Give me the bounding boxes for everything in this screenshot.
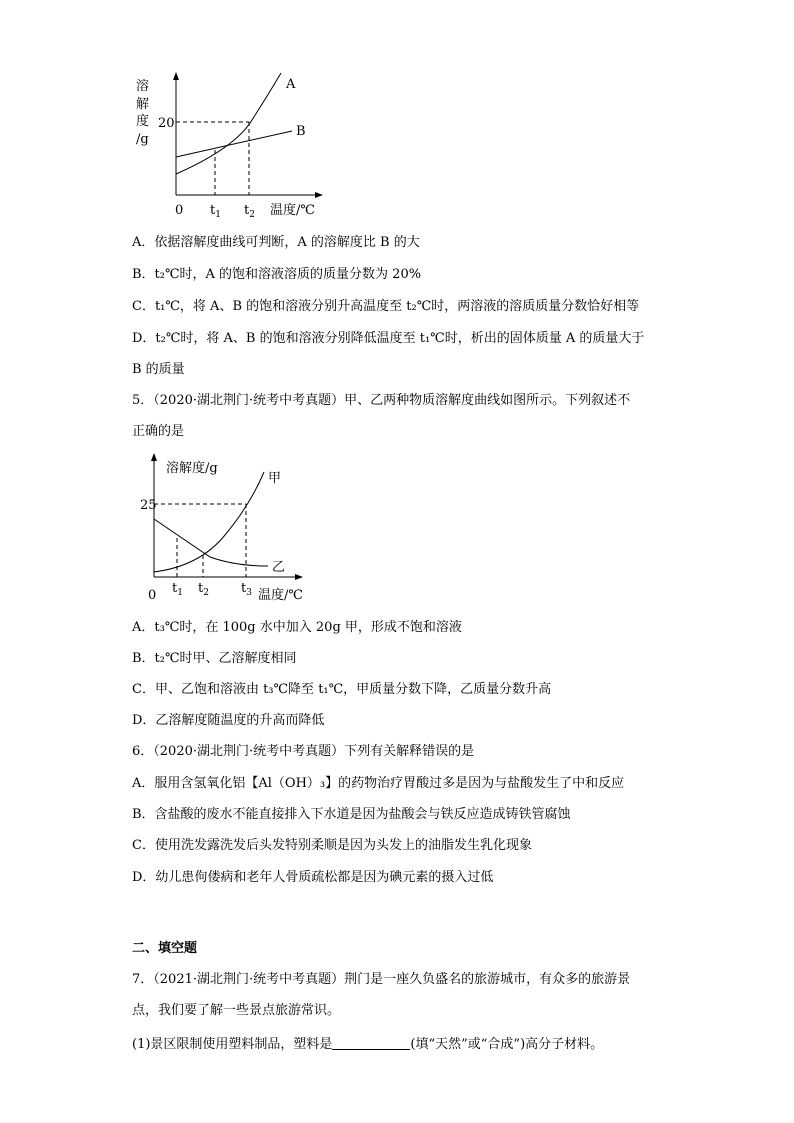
q5-option-b: B．t₂℃时甲、乙溶解度相同 [132, 651, 297, 666]
chart2-x-arrow [295, 574, 303, 580]
chart1-ylabel-char: 溶 [136, 79, 150, 94]
q7-stem-line1: 7．（2021·湖北荆门·统考中考真题）荆门是一座久负盛名的旅游城市，有众多的旅游景 [132, 972, 631, 987]
chart1-origin-label: 0 [175, 203, 184, 218]
chart1-y-value-label: 20 [158, 116, 175, 131]
chart1-series-label-a: A [286, 77, 296, 92]
chart2-y-arrow [151, 453, 157, 461]
chart1-curve-a [176, 73, 281, 174]
q6-option-b: B．含盐酸的废水不能直接排入下水道是因为盐酸会与铁反应造成铸铁管腐蚀 [132, 807, 571, 822]
chart1-ylabel-char: 解 [136, 97, 150, 112]
chart2-series-label-jia: 甲 [268, 471, 282, 486]
chart2-y-value-label: 25 [140, 498, 157, 513]
chart2-curve-yi [154, 519, 268, 566]
q6-option-a: A．服用含氢氧化铝【Al（OH）₃】的药物治疗胃酸过多是因为与盐酸发生了中和反应 [132, 776, 625, 791]
chart1-ylabel-char: /g [136, 132, 149, 147]
chart1-y-arrow [173, 72, 179, 80]
answer-blank[interactable] [332, 1035, 410, 1050]
chart2-xtick-t3: $t_3$ [241, 581, 252, 598]
section-title: 二、填空题 [132, 941, 198, 956]
q5-option-a: A．t₃℃时，在 100g 水中加入 20g 甲，形成不饱和溶液 [132, 620, 462, 635]
q4-option-d-line2: B 的质量 [132, 362, 185, 377]
q6-option-c: C．使用洗发露洗发后头发特别柔顺是因为头发上的油脂发生乳化现象 [132, 838, 532, 853]
q7-part1-prefix: (1)景区限制使用塑料制品，塑料是 [132, 1037, 333, 1052]
chart2-x-axis-label: 温度/℃ [258, 588, 303, 603]
q7-stem-line2: 点，我们要了解一些景点旅游常识。 [132, 1003, 341, 1018]
chart2-xtick-t1: $t_1$ [172, 581, 183, 598]
chart1-y-axis-label [136, 78, 149, 147]
q6-option-d: D．幼儿患佝偻病和老年人骨质疏松都是因为碘元素的摄入过低 [132, 870, 494, 885]
q4-option-a: A．依据溶解度曲线可判断，A 的溶解度比 B 的大 [132, 235, 420, 250]
chart2-curve-jia [154, 472, 264, 572]
q5-stem-line2: 正确的是 [132, 424, 185, 439]
q5-stem-line1: 5．（2020·湖北荆门·统考中考真题）甲、乙两种物质溶解度曲线如图所示。下列叙述不 [132, 393, 631, 408]
solubility-chart-1 [0, 0, 794, 230]
chart1-x-axis-label: 温度/℃ [270, 203, 315, 218]
q7-part1-suffix: (填“天然”或“合成”)高分子材料。 [410, 1037, 604, 1052]
chart1-xtick-t1: $t_1$ [210, 203, 221, 220]
q6-stem: 6．（2020·湖北荆门·统考中考真题）下列有关解释错误的是 [132, 744, 475, 759]
chart2-xtick-t2: $t_2$ [198, 581, 209, 598]
q4-option-b: B．t₂℃时，A 的饱和溶液溶质的质量分数为 20% [132, 267, 422, 282]
q7-part1 [132, 1035, 603, 1054]
q5-option-c: C．甲、乙饱和溶液由 t₃℃降至 t₁℃，甲质量分数下降，乙质量分数升高 [132, 682, 552, 697]
chart1-ylabel-char: 度 [136, 114, 150, 129]
q4-option-d-line1: D．t₂℃时，将 A、B 的饱和溶液分别降低温度至 t₁℃时，析出的固体质量 A 的质量大于 [132, 331, 645, 346]
chart1-series-label-b: B [296, 124, 306, 139]
chart2-y-axis-label: 溶解度/g [166, 461, 218, 476]
chart1-line-b [176, 131, 292, 157]
q5-option-d: D．乙溶解度随温度的升高而降低 [132, 713, 325, 728]
chart2-origin-label: 0 [148, 588, 157, 603]
chart2-series-label-yi: 乙 [272, 560, 286, 575]
chart1-x-arrow [315, 192, 323, 198]
chart1-xtick-t2: $t_2$ [244, 203, 255, 220]
q4-option-c: C．t₁℃，将 A、B 的饱和溶液分别升高温度至 t₂℃时，两溶液的溶质质量分数恰好相等 [132, 299, 640, 314]
